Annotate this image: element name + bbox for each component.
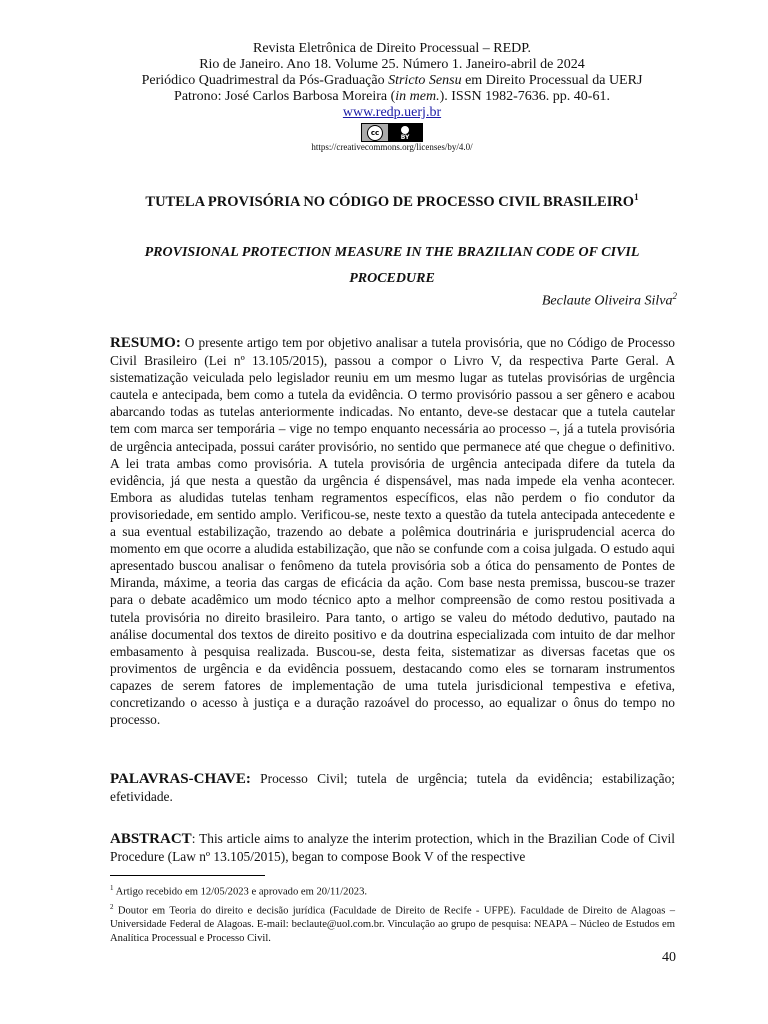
keywords-label: PALAVRAS-CHAVE: — [110, 771, 251, 787]
footnotes — [110, 881, 675, 946]
resumo-paragraph — [110, 334, 675, 728]
journal-header — [110, 41, 674, 153]
footnote-1: $^1$ Artigo recebido em 12/05/2023 e aprovado em 20/11/2023. — [110, 884, 368, 898]
attribution-icon: BY — [388, 124, 422, 141]
resumo-label: RESUMO: — [110, 335, 181, 351]
article-author: Beclaute Oliveira Silva$^2$ — [541, 291, 677, 309]
abstract-text: : This article aims to analyze the interim protection, which in the Brazilian Code of Civil Procedure (Law nº 13.105/2015), began to compose Book V of the respective — [110, 831, 675, 864]
keywords-text: Processo Civil; tutela de urgência; tutela da evidência; estabilização; efetividade. — [110, 771, 675, 804]
journal-issue: Rio de Janeiro. Ano 18. Volume 25. Número 1. Janeiro-abril de 2024 — [199, 57, 585, 72]
cc-icon: cc — [367, 125, 383, 141]
keywords-paragraph — [110, 770, 675, 806]
author-footnote-mark: 2 — [672, 291, 677, 301]
journal-name: Revista Eletrônica de Direito Processual – REDP. — [253, 41, 531, 56]
abstract-paragraph — [110, 830, 675, 866]
journal-url-link[interactable]: www.redp.uerj.br — [342, 105, 442, 120]
article-title: TUTELA PROVISÓRIA NO CÓDIGO DE PROCESSO CIVIL BRASILEIRO$^1$ — [145, 192, 639, 210]
article-subtitle: PROVISIONAL PROTECTION MEASURE IN THE BRAZILIAN CODE OF CIVIL PROCEDURE — [144, 245, 640, 286]
creative-commons-badge[interactable] — [361, 123, 423, 142]
title-footnote-mark: 1 — [634, 192, 639, 202]
journal-program: Periódico Quadrimestral da Pós-Graduação Stricto Sensu em Direito Processual da UERJ — [141, 73, 643, 88]
abstract-label: ABSTRACT — [110, 831, 192, 847]
journal-patron: Patrono: José Carlos Barbosa Moreira (in mem.). ISSN 1982-7636. pp. 40-61. — [174, 89, 610, 104]
footnote-divider — [110, 875, 265, 876]
license-url: https://creativecommons.org/licenses/by/4.0/ — [311, 142, 473, 152]
page-number: 40 — [662, 950, 676, 965]
footnote-2: $^2$ Doutor em Teoria do direito e decisão jurídica (Faculdade de Direito de Recife - UFPE). Faculdade de Direito de Alagoas – Universidade Federal de Alagoas. E-mail: beclaute@uol.com.br. Vinculação ao grupo de pesquisa: NEAPA – Núcleo de Estudos em Analítica Processual e Processo Civil. — [110, 902, 675, 945]
resumo-text: O presente artigo tem por objetivo analisar a tutela provisória, que no Código de Processo Civil Brasileiro (Lei nº 13.105/2015), passou a compor o Livro V, da respectiva Parte Geral. A sistematização veiculada pelo legislador reuniu em um mesmo lugar as tutelas provisórias de urgência cautela e antecipada, bem como a tutela da evidência. O termo provisório passou a ser gênero e acabou abarcando todas as tutelas anteriormente indicadas. No entanto, deve-se destacar que a tutela cautelar tem com marca ser temporária – vige no tempo enquanto necessária ao processo –, já a tutela provisória de urgência antecipada, possui caráter provisório, no sentido que permanece até que chegue o definitivo. A lei trata ambas como provisória. A tutela provisória de urgência antecipada difere da tutela da evidência, já que nesta a questão da urgência é dispensável, mas nada impede ela venha acontecer. Embora as aludidas tutelas tenham regramentos específicos, elas não perdem o fio condutor da provisoriedade, em sentido amplo. Verificou-se, neste texto a questão da tutela antecipada antecedente e a sua eventual estabilização, trazendo ao debate a polêmica doutrinária e jurisprudencial acerca do momento em que ocorre a aludida estabilização, que não se confunde com a coisa julgada. O estudo aqui apresentado buscou analisar o fenômeno da tutela provisória sob a ótica do pensamento de Pontes de Miranda, máxime, a teoria das cargas de eficácia da ação. Com base nesta premissa, buscou-se trazer para o debate acadêmico um modo técnico apto a melhor compreensão de como restou positivada a tutela provisória no direito brasileiro. Para tanto, o artigo se valeu do método dedutivo, pautado na análise documental dos textos de direito positivo e da doutrina especializada com intuito de dar melhor embasamento à pesquisa realizada. Buscou-se, desta feita, sistematizar as diversas facetas que os provimentos de urgência e da evidência possuem, destacando como eles se tornaram instrumentos capazes de serem fatores de implementação de uma tutela jurisdicional tempestiva e efetiva, concretizando o acesso à justiça e a duração razoável do processo, ao equalizar o ônus do tempo no processo. — [110, 335, 675, 728]
